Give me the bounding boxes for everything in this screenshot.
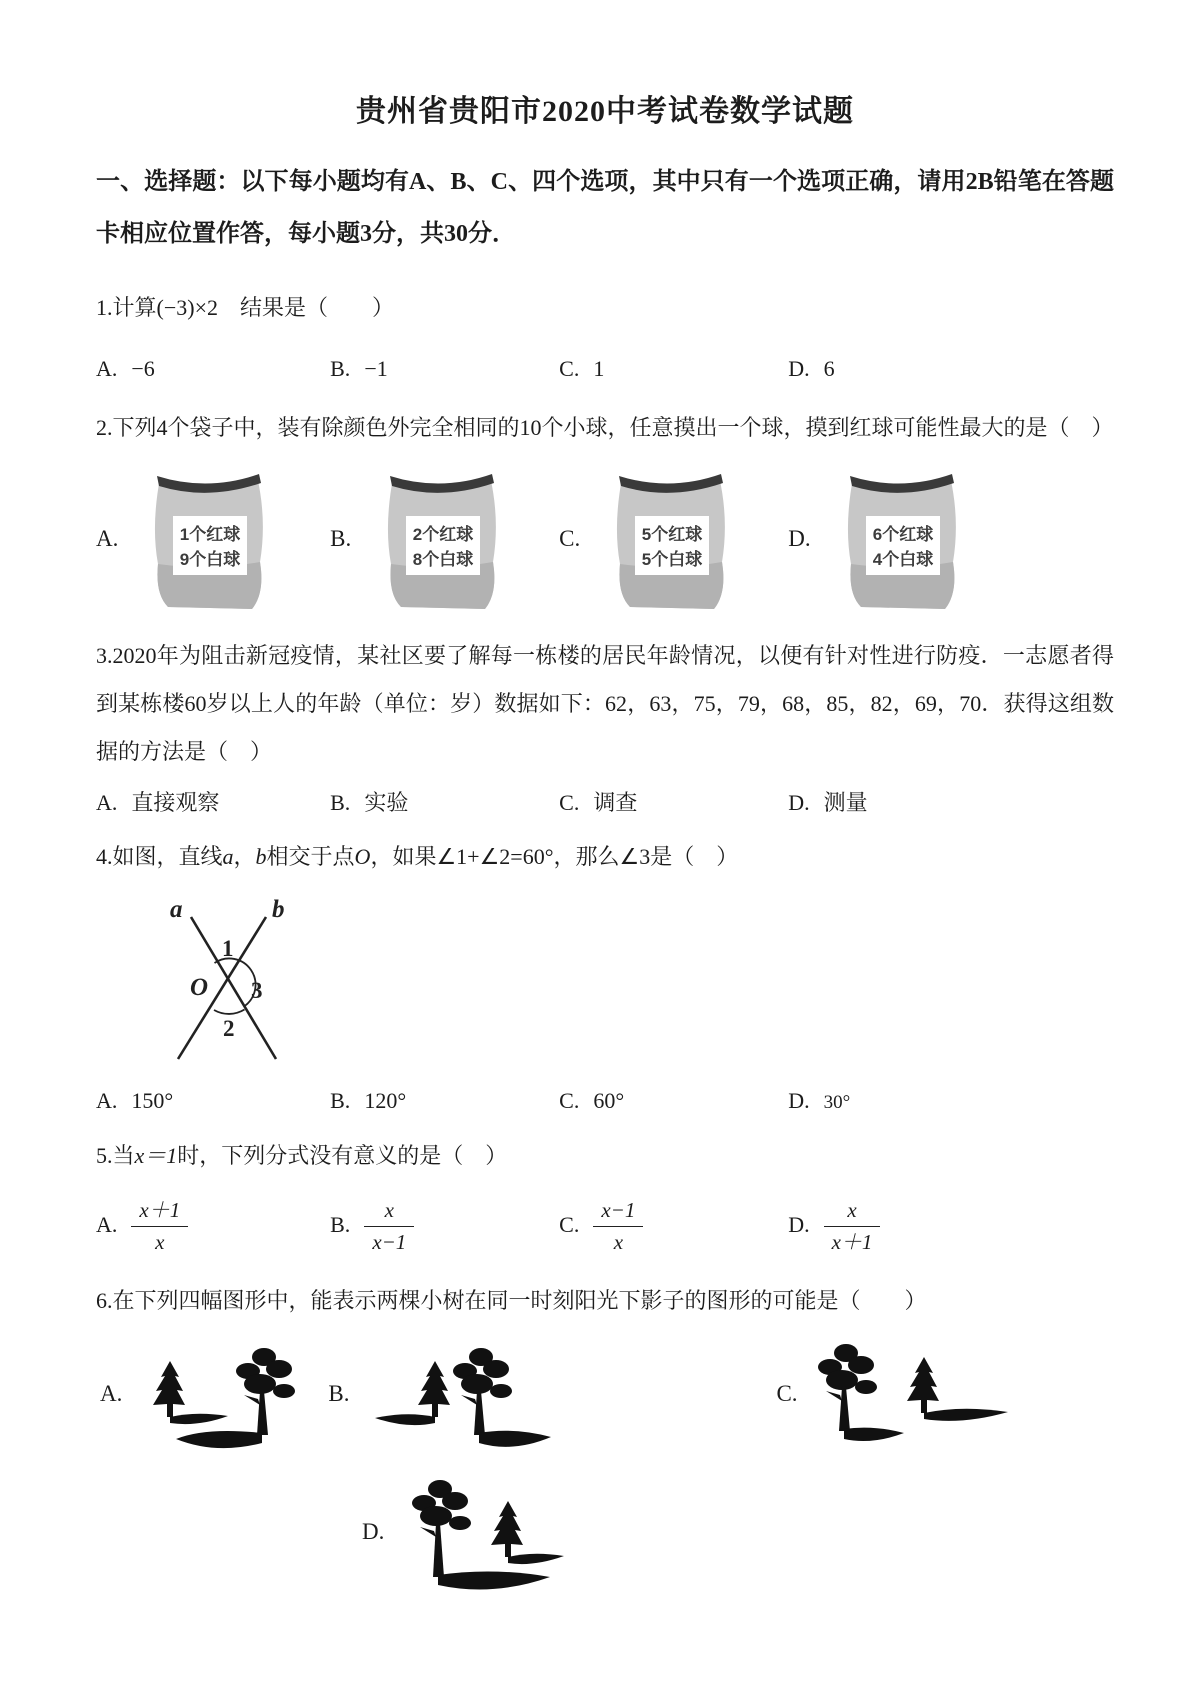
option-label: D.	[788, 1088, 810, 1113]
option-label: B.	[330, 790, 351, 815]
q4-angle3: ∠3	[619, 844, 651, 869]
q4-option-c	[559, 1088, 788, 1114]
option-label: C.	[559, 526, 581, 551]
option-label: B.	[330, 1088, 351, 1113]
trees-image-b	[363, 1339, 558, 1469]
leafy-shadow	[844, 1428, 904, 1441]
option-value: 120°	[364, 1088, 407, 1113]
option-label: C.	[559, 1211, 580, 1237]
question-4-diagram	[138, 891, 1114, 1072]
question-6-text: 6.在下列四幅图形中，能表示两棵小树在同一时刻阳光下影子的图形的可能是（ ）	[96, 1288, 927, 1314]
label-angle-3: 3	[251, 978, 263, 1003]
pine-tree	[153, 1361, 185, 1417]
option-label: D.	[788, 356, 810, 381]
option-label: D.	[788, 526, 811, 551]
option-label: D.	[362, 1519, 385, 1545]
angle-2-arc	[214, 1010, 245, 1014]
q5-option-c	[559, 1198, 788, 1255]
bag-line2: 8个白球	[412, 550, 474, 569]
q5-post: 时，下列分式没有意义的是（ ）	[177, 1143, 508, 1168]
q4-option-b	[330, 1088, 559, 1114]
option-label: A.	[96, 526, 119, 551]
leafy-tree	[453, 1348, 512, 1435]
q5-option-b	[330, 1198, 559, 1255]
pine-shadow	[508, 1554, 564, 1564]
q4-pre: 4.如图，直线	[96, 844, 223, 869]
option-label: B.	[330, 356, 351, 381]
option-value: 直接观察	[131, 790, 220, 815]
page-title: 贵州省贵阳市2020中考试卷数学试题	[356, 95, 854, 128]
question-3-options	[96, 786, 1114, 817]
q4-var-o: O	[354, 844, 371, 869]
pine-tree	[418, 1361, 450, 1417]
question-3-text: 3.2020年为阻击新冠疫情，某社区要了解每一栋楼的居民年龄情况，以便有针对性进行防疫．一志愿者得到某栋楼60岁以上人的年龄（单位：岁）数据如下：62，63，75，79，68，85，82，69，70．获得这组数据的方法是（ ）	[96, 643, 1114, 764]
q1-option-a	[96, 356, 330, 382]
q2-option-d	[788, 464, 1114, 614]
pine-tree	[491, 1501, 523, 1557]
option-label: A.	[96, 356, 118, 381]
option-label: B.	[330, 1211, 351, 1237]
option-value: 150°	[131, 1088, 174, 1113]
q5-option-a	[96, 1198, 330, 1255]
q2-option-c	[559, 464, 788, 614]
pine-tree	[907, 1357, 939, 1413]
question-4-text	[96, 833, 1114, 881]
question-1-options	[96, 356, 1114, 382]
q3-option-c	[559, 786, 788, 817]
option-label: C.	[776, 1381, 798, 1407]
q1-math: (−3)×2	[156, 295, 218, 320]
option-label: B.	[328, 1381, 350, 1407]
leafy-tree	[818, 1344, 877, 1431]
q4-mid: 相交于点	[266, 844, 355, 869]
q4-sep2: ，如果	[370, 844, 437, 869]
option-value: −6	[131, 356, 155, 381]
numerator: x−1	[593, 1198, 643, 1227]
q4-var-a: a	[222, 844, 234, 869]
question-6-options-row	[96, 1339, 1114, 1469]
question-1-text	[96, 284, 1114, 332]
label-line-b: b	[272, 896, 285, 923]
bag-line1: 1个红球	[180, 525, 241, 544]
numerator: x＋1	[131, 1198, 188, 1227]
option-value: 1	[593, 356, 605, 381]
bag-line1: 5个红球	[642, 525, 703, 544]
option-label: D.	[788, 790, 810, 815]
bag-image	[837, 464, 969, 614]
q6-option-b	[328, 1339, 558, 1469]
q4-sep3: ，那么	[553, 844, 620, 869]
option-value: 测量	[823, 790, 868, 815]
q1-pre: 1.计算	[96, 295, 157, 320]
q4-post: 是（ ）	[650, 844, 739, 869]
q6-option-c	[776, 1339, 1011, 1469]
option-label: A.	[100, 1381, 123, 1407]
question-4-options	[96, 1088, 1114, 1114]
option-label: C.	[559, 1088, 580, 1113]
leafy-shadow	[438, 1572, 550, 1590]
option-label: C.	[559, 356, 580, 381]
q4-option-a	[96, 1088, 330, 1114]
q1-post: 结果是（ ）	[217, 295, 394, 320]
bag-image	[377, 464, 509, 614]
pine-shadow	[170, 1414, 228, 1424]
denominator: x−1	[372, 1230, 407, 1255]
fraction	[131, 1198, 188, 1255]
numerator: x	[364, 1198, 414, 1227]
q4-var-b: b	[255, 844, 267, 869]
q4-sep: ，	[233, 844, 256, 869]
q2-option-b	[330, 464, 559, 614]
denominator: x	[613, 1230, 624, 1255]
q2-option-a	[96, 464, 330, 614]
trees-image-a	[136, 1339, 316, 1469]
pine-shadow	[375, 1415, 435, 1426]
q4-option-d	[788, 1088, 1114, 1114]
leafy-tree	[236, 1348, 295, 1435]
fraction	[593, 1198, 643, 1255]
label-angle-2: 2	[223, 1016, 235, 1041]
option-label: A.	[96, 1088, 118, 1113]
denominator: x＋1	[831, 1230, 873, 1255]
q6-option-d	[96, 1473, 1114, 1643]
numerator: x	[824, 1198, 881, 1227]
fraction	[824, 1198, 881, 1255]
bag-line2: 4个白球	[872, 550, 933, 569]
option-label: C.	[559, 790, 580, 815]
question-5-options	[96, 1198, 1114, 1255]
leafy-shadow	[176, 1431, 262, 1448]
bag-line1: 2个红球	[412, 525, 474, 544]
label-origin: O	[190, 974, 209, 1001]
q1-option-b	[330, 356, 559, 382]
leafy-tree	[412, 1480, 471, 1577]
q5-pre: 5.当	[96, 1143, 135, 1168]
leafy-shadow	[479, 1431, 551, 1447]
option-label: D.	[788, 1211, 810, 1237]
trees-image-c	[812, 1339, 1012, 1469]
denominator: x	[155, 1230, 165, 1255]
label-line-a: a	[170, 896, 183, 923]
question-2-text: 2.下列4个袋子中，装有除颜色外完全相同的10个小球，任意摸出一个球，摸到红球可能性最大的是（ ）	[96, 415, 1114, 440]
bag-line2: 9个白球	[180, 550, 241, 569]
bag-line2: 5个白球	[642, 550, 703, 569]
option-label: A.	[96, 790, 118, 815]
q5-option-d	[788, 1198, 1114, 1255]
q4-equation: ∠1+∠2=60°	[436, 844, 554, 869]
fraction	[364, 1198, 414, 1255]
option-label: B.	[330, 526, 352, 551]
intersecting-lines-diagram	[138, 891, 288, 1067]
option-value: 实验	[364, 790, 409, 815]
question-2-bags	[96, 464, 1114, 614]
option-value: 6	[823, 356, 835, 381]
option-value: −1	[364, 356, 388, 381]
section-heading: 一、选择题：以下每小题均有A、B、C、四个选项，其中只有一个选项正确，请用2B铅笔在答题卡相应位置作答，每小题3分，共30分．	[96, 169, 1114, 247]
pine-shadow	[924, 1409, 1008, 1421]
q5-math: x＝1	[134, 1143, 178, 1168]
q3-option-b	[330, 786, 559, 817]
q1-option-d	[788, 356, 1114, 382]
bag-line1: 6个红球	[872, 525, 933, 544]
q3-option-a	[96, 786, 330, 817]
option-value: 调查	[593, 790, 638, 815]
bag-image	[144, 464, 276, 614]
option-label: A.	[96, 1211, 118, 1237]
question-5-text	[96, 1132, 1114, 1180]
label-angle-1: 1	[222, 936, 234, 961]
q6-option-a	[100, 1339, 316, 1469]
bag-image	[606, 464, 738, 614]
trees-image-d	[398, 1473, 583, 1643]
q3-option-d	[788, 786, 1114, 817]
option-value: 30°	[823, 1092, 851, 1113]
q1-option-c	[559, 356, 788, 382]
option-value: 60°	[593, 1088, 625, 1113]
